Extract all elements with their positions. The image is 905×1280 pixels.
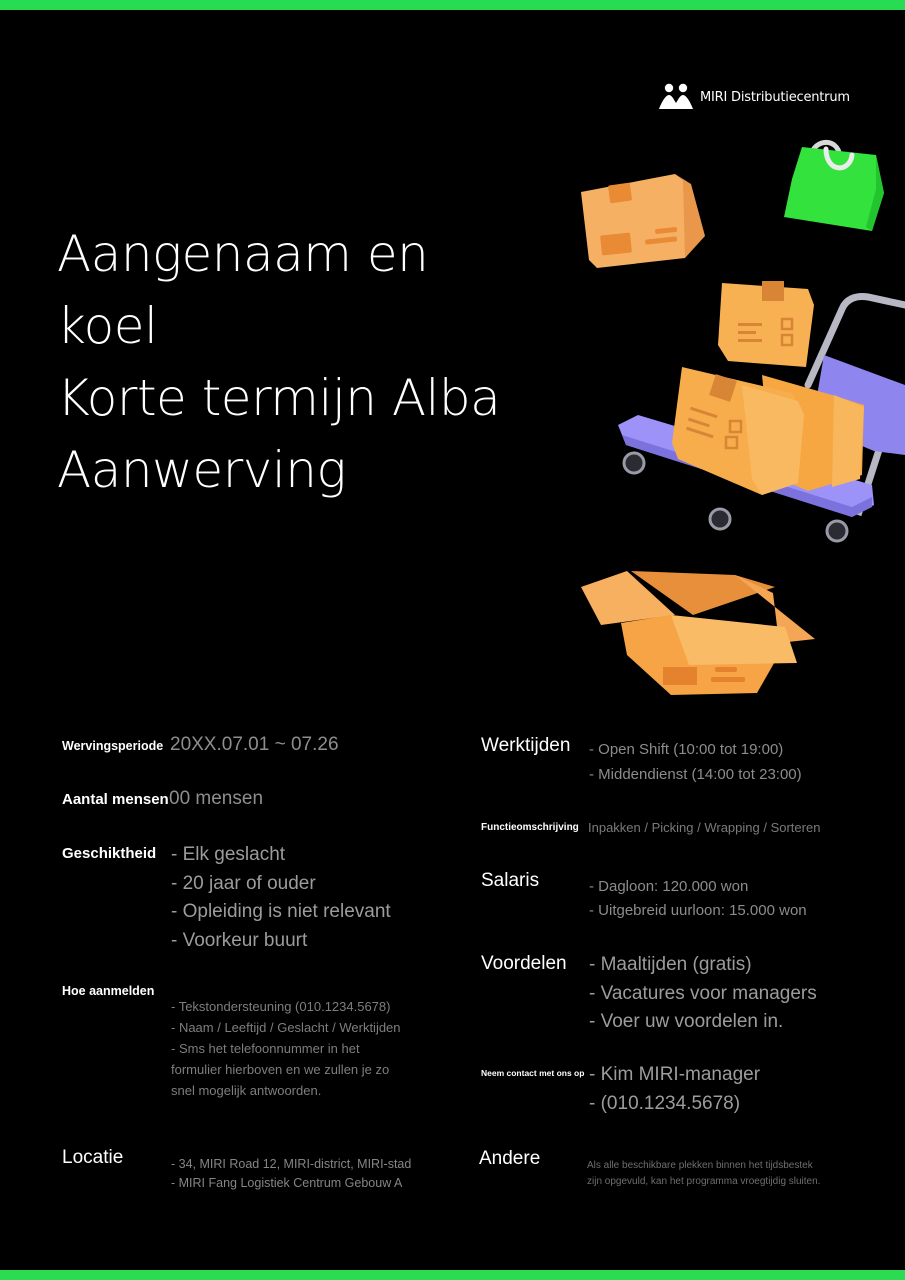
- headcount-label: Aantal mensen: [62, 791, 169, 808]
- list-item: - 20 jaar of ouder: [171, 872, 316, 894]
- benefits-label: Voordelen: [481, 953, 567, 974]
- job-description-label: Functieomschrijving: [481, 822, 579, 833]
- bottom-accent-bar: [0, 1270, 905, 1280]
- how-to-apply-list: [171, 996, 401, 1101]
- top-accent-bar: [0, 0, 905, 10]
- list-item: - Tekstondersteuning (010.1234.5678): [171, 999, 391, 1014]
- list-item: - Maaltijden (gratis): [589, 954, 752, 975]
- shopping-bag-icon: [780, 133, 885, 233]
- contact-list: [589, 1061, 760, 1118]
- list-item: - (010.1234.5678): [589, 1092, 741, 1114]
- other-list: [587, 1158, 820, 1190]
- benefits-list: [589, 951, 817, 1037]
- open-box-icon: [575, 563, 820, 698]
- list-item: - Dagloon: 120.000 won: [589, 878, 749, 895]
- contact-label: Neem contact met ons op: [481, 1068, 585, 1078]
- brand-name: MIRI Distributiecentrum: [700, 89, 850, 105]
- list-item: - Uitgebreid uurloon: 15.000 won: [589, 902, 807, 919]
- salary-label: Salaris: [481, 870, 540, 891]
- brand: [658, 83, 850, 111]
- list-item: - Naam / Leeftijd / Geslacht / Werktijden: [171, 1020, 401, 1035]
- headline-line: Aanwerving: [57, 441, 346, 499]
- list-item: formulier hierboven en we zullen je zo: [171, 1062, 390, 1077]
- working-hours-label: Werktijden: [481, 735, 571, 756]
- headcount-value: 00 mensen: [169, 788, 264, 809]
- list-item: - Voer uw voordelen in.: [589, 1011, 784, 1032]
- list-item: - Kim MIRI-manager: [589, 1064, 761, 1085]
- list-item: - Vacatures voor managers: [589, 982, 817, 1004]
- location-label: Locatie: [62, 1147, 124, 1168]
- working-hours-list: [589, 738, 802, 787]
- list-item: - Opleiding is niet relevant: [171, 901, 391, 922]
- headline-line: koel: [57, 297, 158, 355]
- list-item: - MIRI Fang Logistiek Centrum Gebouw A: [171, 1176, 403, 1190]
- list-item: - Elk geslacht: [171, 844, 286, 865]
- other-label: Andere: [479, 1148, 541, 1169]
- salary-list: [589, 875, 807, 923]
- people-logo-icon: [658, 83, 694, 111]
- list-item: zijn opgevuld, kan het programma vroegtijdig sluiten.: [587, 1176, 821, 1187]
- eligibility-list: [171, 841, 391, 955]
- headline-line: Korte termijn Alba: [57, 369, 501, 427]
- list-item: - Open Shift (10:00 tot 19:00): [589, 741, 784, 758]
- list-item: - Middendienst (14:00 tot 23:00): [589, 765, 802, 783]
- list-item: Als alle beschikbare plekken binnen het tijdsbestek: [587, 1160, 813, 1171]
- headline-line: Aangenaam en: [57, 225, 429, 283]
- recruitment-period-label: Wervingsperiode: [62, 739, 164, 753]
- how-to-apply-label: Hoe aanmelden: [62, 984, 155, 998]
- eligibility-label: Geschiktheid: [62, 845, 157, 862]
- list-item: - Sms het telefoonnummer in het: [171, 1041, 360, 1056]
- hand-truck-with-boxes-icon: [612, 275, 905, 545]
- job-description-value: Inpakken / Picking / Wrapping / Sorteren: [588, 820, 821, 835]
- list-item: snel mogelijk antwoorden.: [171, 1083, 322, 1098]
- cardboard-box-icon: [575, 162, 710, 272]
- recruitment-period-value: 20XX.07.01 ~ 07.26: [170, 734, 339, 755]
- page-title: [57, 218, 577, 506]
- list-item: - 34, MIRI Road 12, MIRI-district, MIRI-stad: [171, 1157, 412, 1171]
- list-item: - Voorkeur buurt: [171, 929, 308, 951]
- location-list: [171, 1155, 411, 1193]
